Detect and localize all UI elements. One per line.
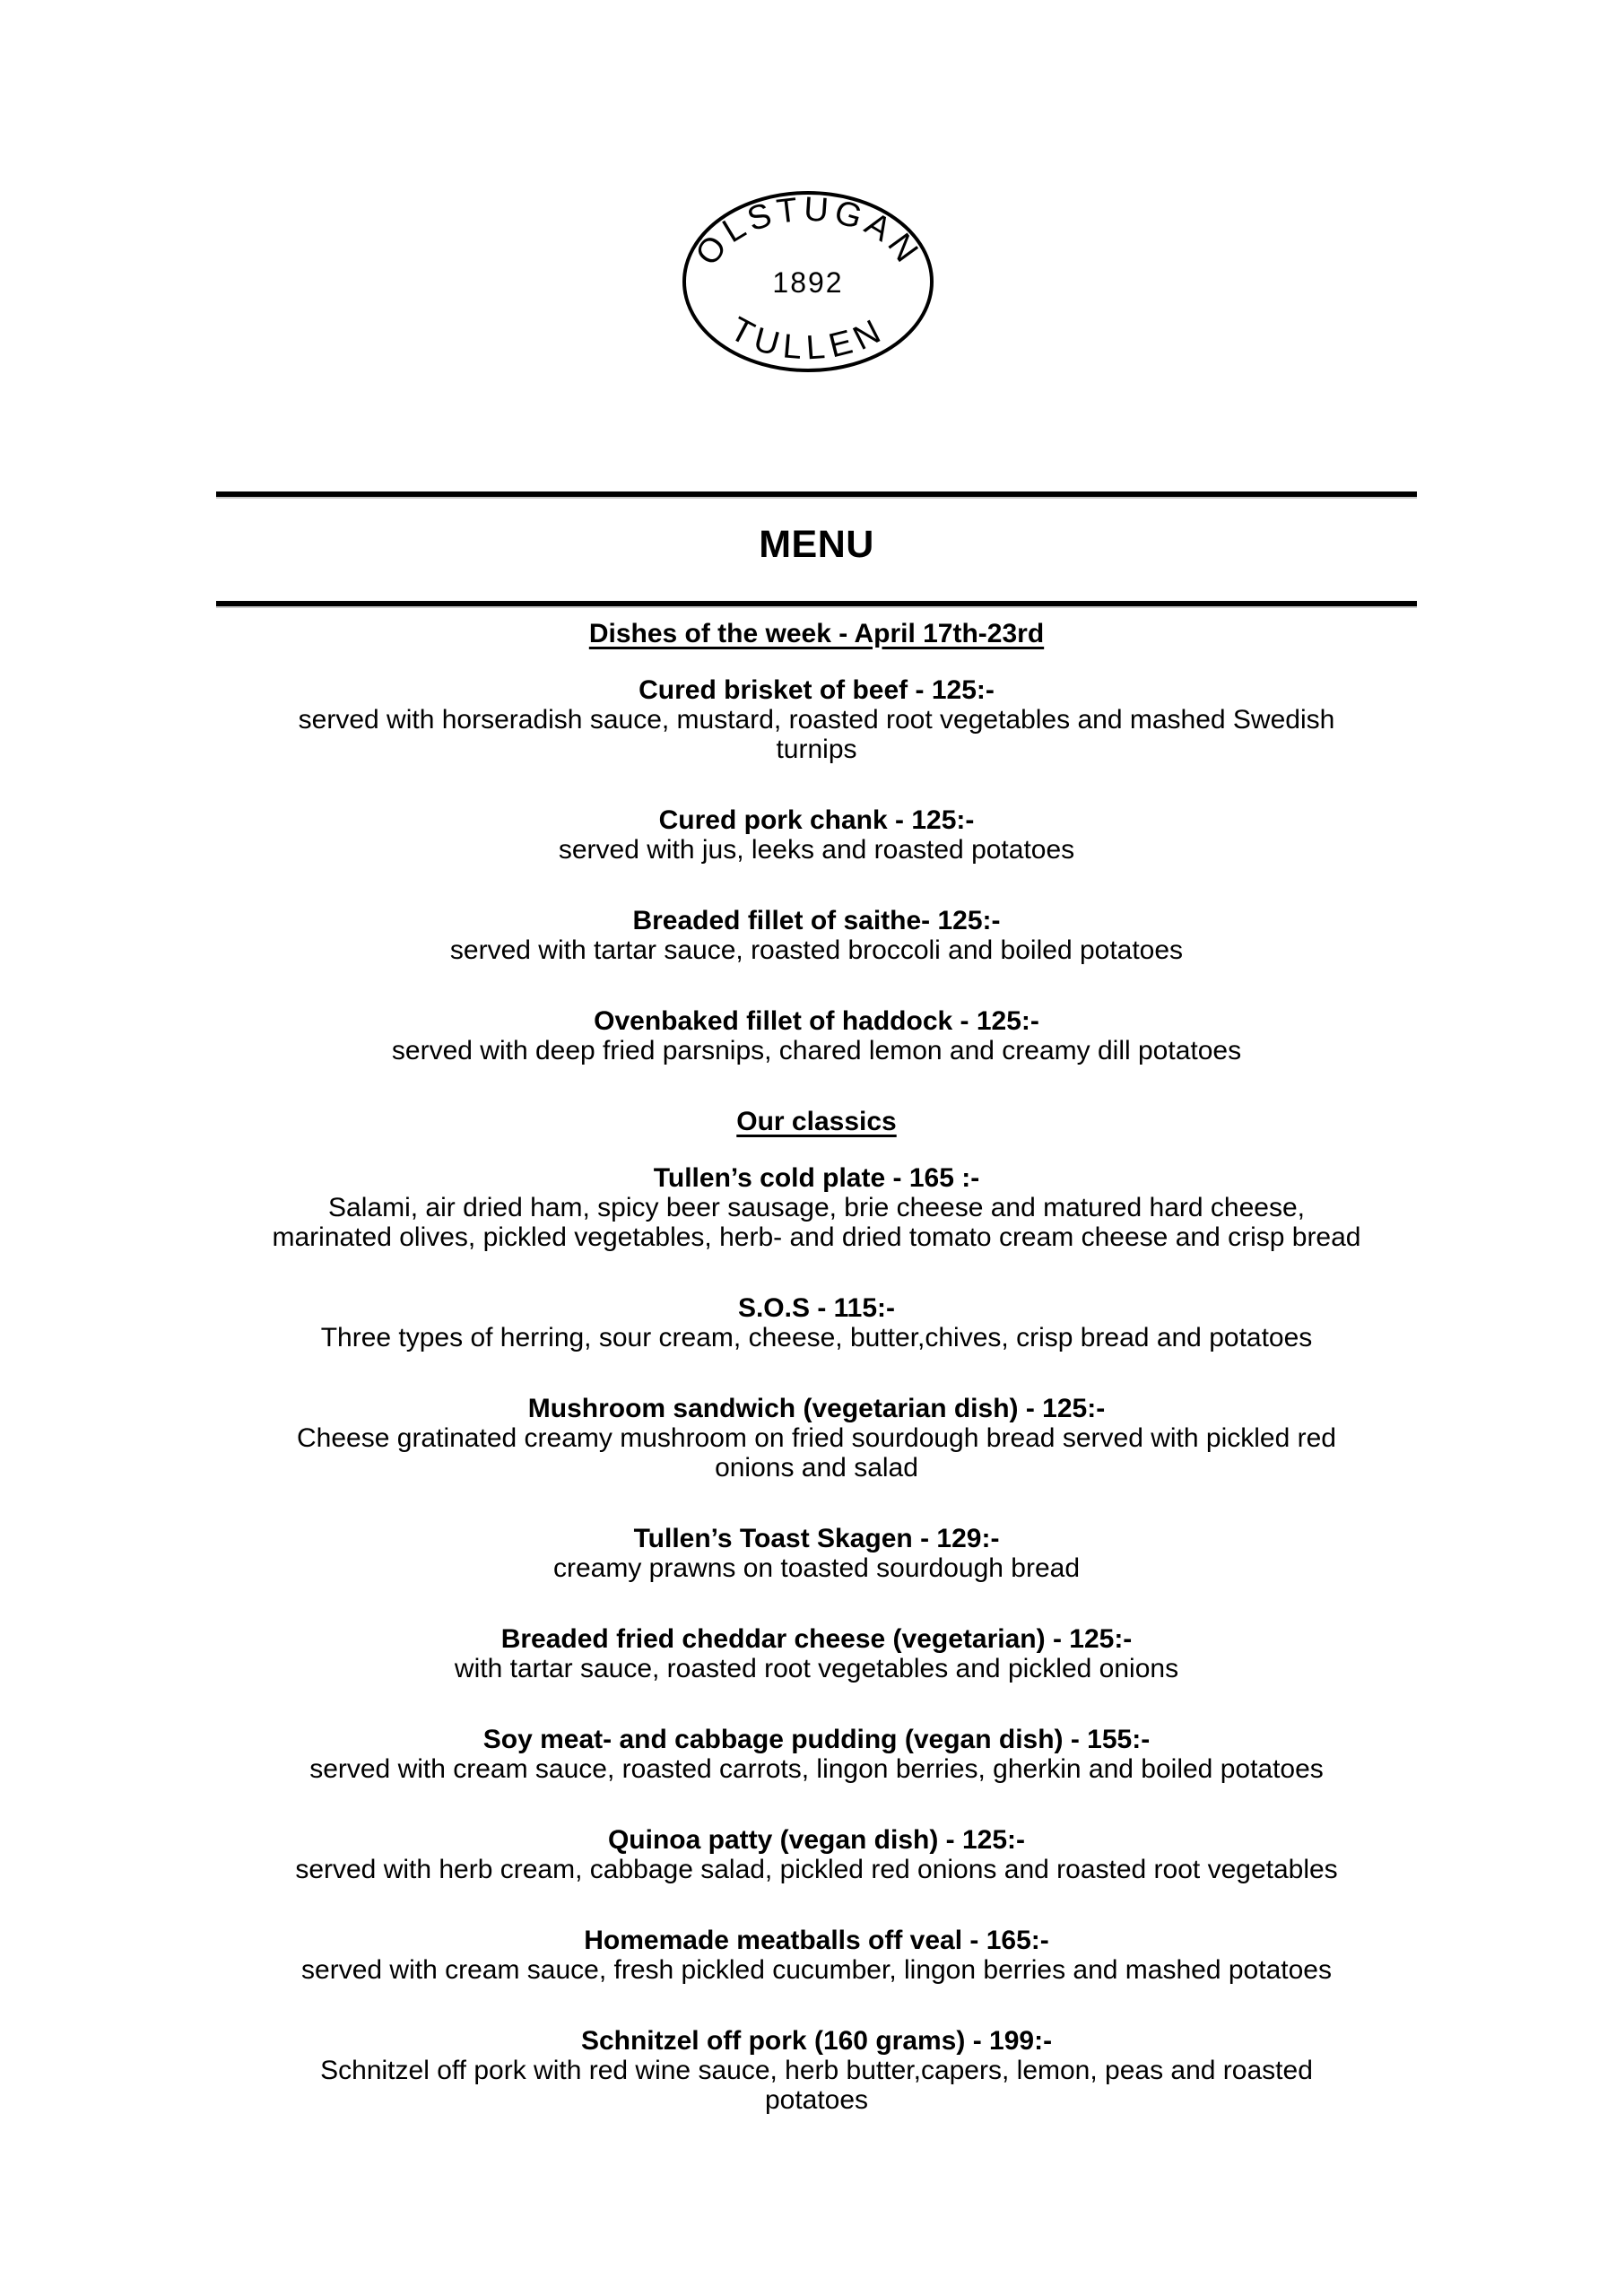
logo-year-text: 1892: [772, 266, 844, 299]
section-heading-classics: Our classics: [736, 1107, 897, 1136]
logo-arc-top-text: ÖLSTUGAN: [688, 190, 928, 273]
dish-description: served with cream sauce, roasted carrots, lingon berries, gherkin and boiled potatoes: [309, 1754, 1324, 1784]
menu-content: [216, 491, 1417, 2115]
dish-name: Breaded fried cheddar cheese (vegetarian) - 125:-: [500, 1624, 1133, 1654]
dish-description: Three types of herring, sour cream, cheese, butter,chives, crisp bread and potatoes: [320, 1323, 1313, 1352]
restaurant-stamp-logo: [680, 188, 936, 375]
menu-item: [216, 1926, 1417, 1985]
menu-item: [216, 2026, 1417, 2115]
dish-description: creamy prawns on toasted sourdough bread: [552, 1553, 1081, 1583]
section-dishes-of-the-week: [216, 619, 1417, 1065]
dish-description: served with horseradish sauce, mustard, roasted root vegetables and mashed Swedish turnips: [298, 705, 1335, 764]
logo-arc-bottom-text: TULLEN: [724, 309, 892, 368]
dish-name: S.O.S - 115:-: [737, 1293, 896, 1323]
dish-name: Ovenbaked fillet of haddock - 125:-: [594, 1006, 1039, 1036]
menu-item: [216, 1624, 1417, 1683]
dish-description: Cheese gratinated creamy mushroom on fried sourdough bread served with pickled red onions and salad: [297, 1423, 1336, 1483]
dish-name: Tullen’s cold plate - 165 :-: [653, 1163, 980, 1193]
dish-name: Cured pork chank - 125:-: [658, 805, 975, 835]
menu-item: [216, 675, 1417, 764]
dish-name: Breaded fillet of saithe- 125:-: [632, 906, 1001, 935]
menu-item: [216, 1394, 1417, 1483]
menu-item: [216, 1524, 1417, 1583]
dish-description: served with herb cream, cabbage salad, pickled red onions and roasted root vegetables: [295, 1855, 1338, 1884]
dish-name: Tullen’s Toast Skagen - 129:-: [633, 1524, 1000, 1553]
dish-description: with tartar sauce, roasted root vegetables and pickled onions: [454, 1654, 1179, 1683]
section-heading-weekly: Dishes of the week - April 17th-23rd: [588, 619, 1045, 648]
menu-item: [216, 1163, 1417, 1252]
dish-description: served with deep fried parsnips, chared lemon and creamy dill potatoes: [391, 1036, 1242, 1065]
dish-description: served with tartar sauce, roasted broccoli and boiled potatoes: [449, 935, 1184, 965]
dish-description: served with jus, leeks and roasted potatoes: [558, 835, 1075, 865]
menu-item: [216, 1293, 1417, 1352]
dish-name: Homemade meatballs off veal - 165:-: [584, 1926, 1049, 1955]
menu-title: MENU: [759, 523, 874, 566]
horizontal-rule-bottom: [216, 601, 1417, 608]
dish-description: served with cream sauce, fresh pickled cucumber, lingon berries and mashed potatoes: [301, 1955, 1332, 1985]
menu-item: [216, 906, 1417, 965]
dish-name: Soy meat- and cabbage pudding (vegan dish) - 155:-: [482, 1725, 1151, 1754]
dish-name: Quinoa patty (vegan dish) - 125:-: [607, 1825, 1026, 1855]
dish-description: Salami, air dried ham, spicy beer sausage, brie cheese and matured hard cheese, marinated olives, pickled vegetables, herb- and dried tomato cream cheese and crisp bread: [272, 1193, 1361, 1252]
menu-item: [216, 1725, 1417, 1784]
menu-item: [216, 805, 1417, 865]
menu-item: [216, 1825, 1417, 1884]
dish-name: Cured brisket of beef - 125:-: [639, 675, 995, 705]
horizontal-rule-top: [216, 491, 1417, 499]
menu-item: [216, 1006, 1417, 1065]
section-our-classics: [216, 1107, 1417, 2115]
svg-text:ÖLSTUGAN: [689, 190, 928, 273]
dish-name: Schnitzel off pork (160 grams) - 199:-: [580, 2026, 1053, 2056]
dish-name: Mushroom sandwich (vegetarian dish) - 125:-: [527, 1394, 1106, 1423]
dish-description: Schnitzel off pork with red wine sauce, herb butter,capers, lemon, peas and roasted potatoes: [320, 2056, 1313, 2115]
